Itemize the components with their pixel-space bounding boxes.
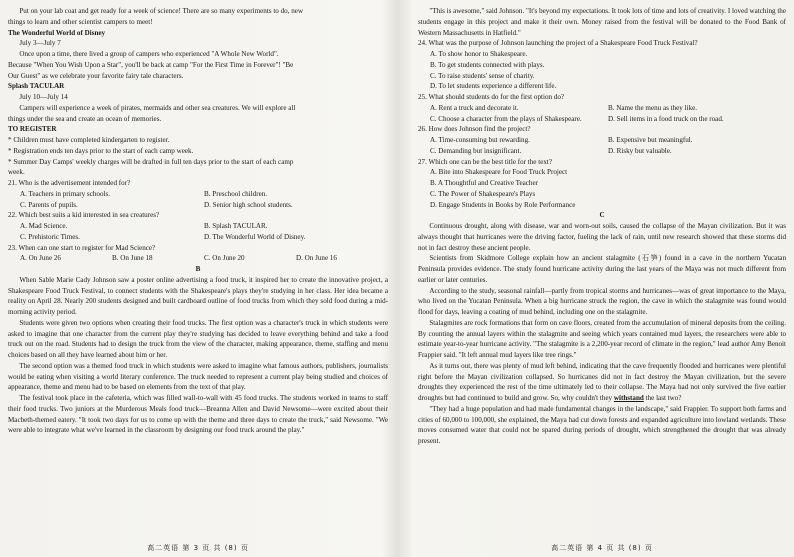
- option-b: B. Expensive but meaningful.: [608, 136, 693, 144]
- register-rule: week.: [8, 168, 25, 177]
- passage-b-paragraph: "This is awesome," said Johnson. "It's beyond my expectations. It took lots of time and lots of creativity. I loved watching the students engage in this project and make it their own. Money raised from the festival will be donated to the Food Bank of Western Massachusetts in Hatfield.": [418, 7, 786, 37]
- option-b: B. On June 18: [112, 254, 153, 263]
- option-b: B. A Thoughtful and Creative Teacher: [430, 179, 538, 187]
- register-rule: * Registration ends ten days prior to the start of each camp week.: [8, 146, 194, 155]
- option-a: A. Rent a truck and decorate it.: [430, 103, 519, 112]
- question-25-stem: 25. What should students do for the first option do?: [418, 93, 565, 101]
- question-21-stem: 21. Who is the advertisement intended for?: [8, 179, 131, 187]
- question-27-stem: 27. Which one can be the best title for the text?: [418, 157, 553, 166]
- option-c: C. To raise students' sense of charity.: [430, 71, 535, 80]
- passage-c-paragraph: Stalagmites are rock formations that form on cave floors, created from the accumulation of mineral deposits from the ceiling. By counting the annual layers within the stalagmite and seeing which years contained mud layers, the researchers were able to estimate year-to-year hurricane activity. "The stalagmite is a 2,200-year record of climate in the region," lead author Amy Benoit Frappier said. "It left annual mud layers like tree rings.": [418, 318, 786, 359]
- option-b: B. Splash TACULAR.: [204, 222, 268, 230]
- intro-line: things to learn and other scientist campers to meet!: [8, 17, 153, 26]
- register-heading: TO REGISTER: [8, 125, 57, 134]
- option-c: C. The Power of Shakespeare's Plays: [430, 189, 536, 198]
- page-4: [418, 0, 786, 557]
- option-c: C. Parents of pupils.: [20, 200, 78, 209]
- question-22-stem: 22. Which best suits a kid interested in sea creatures?: [8, 211, 160, 220]
- question-25-options: [418, 114, 786, 125]
- option-c: C. Prehistoric Times.: [20, 232, 80, 241]
- page-3-column: [8, 6, 388, 436]
- option-b: B. Name the menu as they like.: [608, 103, 698, 112]
- camp-title: The Wonderful World of Disney: [8, 28, 106, 37]
- option-c: C. On June 20: [204, 254, 245, 263]
- question-22-options: [8, 221, 388, 232]
- option-d: D. Sell items in a food truck on the road.: [608, 114, 724, 123]
- camp-dates: July 10—July 14: [19, 93, 68, 101]
- option-d: D. The Wonderful World of Disney.: [204, 232, 306, 241]
- question-21-options: [8, 200, 388, 211]
- intro-line: Put on your lab coat and get ready for a week of science! There are so many experiments to do, new: [19, 7, 304, 15]
- option-d: D. Risky but valuable.: [608, 146, 672, 155]
- option-d: D. On June 16: [296, 254, 337, 263]
- camp-desc-line: Our Guest" as we celebrate your favorite fairy tale characters.: [8, 71, 184, 80]
- question-21-options: [8, 189, 388, 200]
- option-a: A. To show honor to Shakespeare.: [430, 50, 528, 58]
- section-c-heading: C: [599, 211, 605, 220]
- underlined-word: withstand: [613, 394, 644, 402]
- passage-c-paragraph: According to the study, seasonal rainfall—partly from tropical storms and hurricanes—was of great importance to the Maya, who lived on the Yucatan Peninsula. When a big hurricane struck the region, the cave in which the stalagmite was found would flood for days, leaving a coating of mud behind, including one on the stalagmite.: [418, 286, 786, 316]
- option-d: D. Senior high school students.: [204, 200, 293, 209]
- option-a: A. Bite into Shakespeare for Food Truck Project: [430, 168, 568, 177]
- question-23-stem: 23. When can one start to register for Mad Science?: [8, 243, 156, 252]
- text-run: As it turns out, there was plenty of mud left behind, indicating that the cave frequently flooded and hurricanes were plentiful right before the Mayan civilization collapsed. So hurricanes did not in fact destroy the Mayan civilization, but the severe droughts they experienced the rest of the time ultimately led to their collapse. The Maya had not only survived the five earlier droughts but had continued to build and grow. So, why couldn't they: [418, 361, 786, 402]
- passage-c-paragraph: [418, 361, 786, 404]
- camp-desc-line: Campers will experience a week of pirates, mermaids and other sea creatures. We will explore all: [19, 103, 296, 112]
- question-26-options: [418, 135, 786, 146]
- option-b: B. Preschool children.: [204, 189, 268, 198]
- page-4-footer: 高二英语 第 4 页 共 (8) 页: [551, 544, 653, 552]
- text-run: the last two?: [645, 394, 682, 402]
- option-a: A. Mad Science.: [20, 222, 68, 230]
- option-a: A. On June 26: [20, 254, 61, 263]
- question-25-options: [418, 103, 786, 114]
- passage-c-paragraph: "They had a huge population and had made fundamental changes in the landscape," said Frappier. To support both farms and cities of 60,000 to 100,000, she explained, the Maya had cut down forests and expanded agriculture into lowland wetlands. These moves consumed water that could not be spared during periods of drought, which strengthened the drought that was already present.: [418, 404, 786, 445]
- passage-b-paragraph: The second option was a themed food truck in which students were asked to imagine what famous authors, publishers, journalists would be eating when visiting a world literary conference. The truck needed to represent a current play being studied and choices of appearance, theme and menu had to be based on elements from the text of that play.: [8, 361, 388, 392]
- passage-b-paragraph: Students were given two options when creating their food trucks. The first option was a character's truck in which students were asked to imagine that one character from the current play they're studying has decided to leave everything behind and take a food truck out on the road. Students had to design the truck from the view of the character, making appearance, theme, staffing and menu choices based on all they have learned about him or her.: [8, 318, 388, 359]
- camp-dates: July 3—July 7: [19, 39, 61, 48]
- question-22-options: [8, 232, 388, 243]
- option-d: D. To let students experience a different life.: [430, 82, 557, 91]
- option-c: C. Choose a character from the plays of Shakespeare.: [430, 114, 582, 123]
- passage-b-paragraph: When Sable Marie Cady Johnson saw a poster online advertising a food truck, it inspired her to create the innovative project, a Shakespeare Food Truck Festival, to connect students with the Shakespeare's plays they're studying in her class. Her idea became a reality on April 28. Nearly 200 students designed and built cardboard outline of food trucks from which they sold food during a mid-morning activity period.: [8, 275, 388, 316]
- passage-b-paragraph: The festival took place in the cafeteria, which was filled wall-to-wall with 45 food trucks. The students worked in teams to staff their food trucks. Two juniors at the Murderous Meals food truck—Breanna Allen and David Newsome—were excited about their Macbeth-themed eatery. "It took two days for us to come up with the theme and three days to create the truck," said Newsome. "We were able to integrate what we've learned in the classroom by designing our food truck around the play.": [8, 394, 388, 435]
- page-4-column: [418, 6, 786, 447]
- camp-desc-line: things under the sea and create an ocean of memories.: [8, 114, 162, 123]
- page-3: [8, 0, 388, 557]
- register-rule: * Summer Day Camps' weekly charges will be drafted in full ten days prior to the start of each camp: [8, 157, 294, 166]
- camp-desc-line: Because "When You Wish Upon a Star", you'll be back at camp "For the First Time in Forever"! "Be: [8, 60, 294, 69]
- camp-title: Splash TACULAR: [8, 82, 65, 91]
- page-3-footer: 高二英语 第 3 页 共 (8) 页: [147, 544, 249, 552]
- question-26-stem: 26. How does Johnson find the project?: [418, 125, 531, 134]
- question-23-options: [8, 253, 388, 264]
- option-c: C. Demanding but insignificant.: [430, 146, 522, 155]
- camp-desc-line: Once upon a time, there lived a group of campers who experienced "A Whole New World".: [19, 50, 279, 58]
- section-b-heading: B: [195, 265, 201, 273]
- question-26-options: [418, 146, 786, 157]
- passage-c-paragraph: Continuous drought, along with disease, war and worn-out soils, caused the collapse of the Mayan civilization. But it was always thought that hurricanes were the driving factor, fueling the lack of rain, until new research showed that these storms did not in fact destroy these ancient people.: [418, 222, 786, 252]
- option-b: B. To get students connected with plays.: [430, 60, 545, 69]
- passage-c-paragraph: Scientists from Skidmore College explain how an ancient stalagmite (石笋) found in a cave in the northern Yucatan Peninsula provides evidence. The study found hurricane activity during the last years of the Maya was not much different from earlier or later centuries.: [418, 254, 786, 284]
- option-a: A. Time-consuming but rewarding.: [430, 136, 530, 144]
- question-24-stem: 24. What was the purpose of Johnson launching the project of a Shakespeare Food Truck Festival?: [418, 39, 698, 48]
- option-a: A. Teachers in primary schools.: [20, 189, 110, 198]
- register-rule: * Children must have completed kindergarten to register.: [8, 136, 170, 144]
- option-d: D. Engage Students in Books by Role Performance: [430, 200, 576, 209]
